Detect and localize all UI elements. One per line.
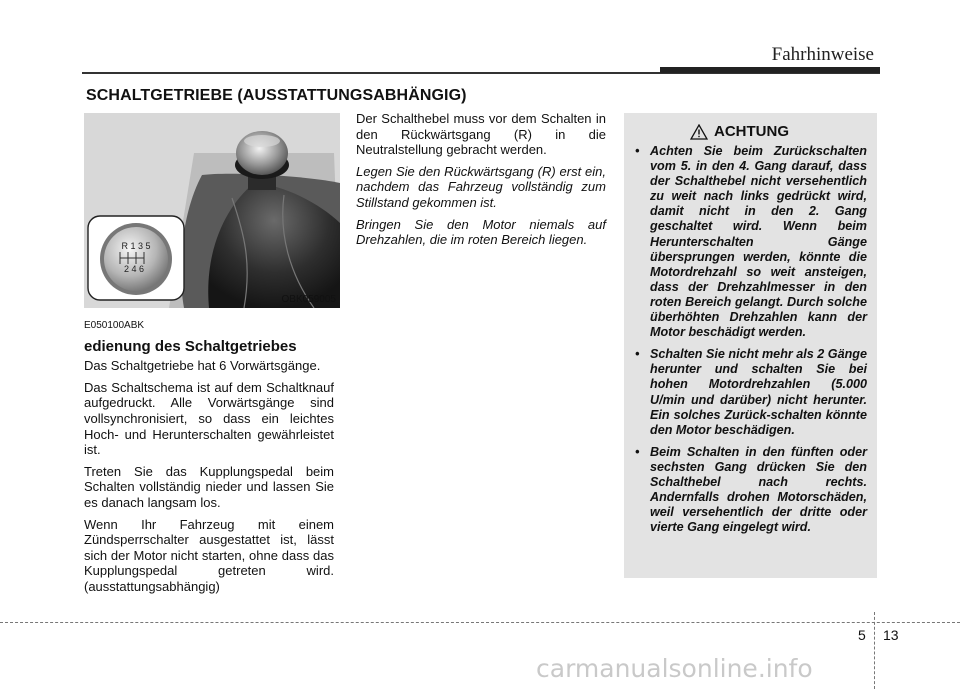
gear-shift-illustration [84,113,340,308]
paragraph: Das Schaltgetriebe hat 6 Vorwärtsgänge. [84,358,321,374]
page-number: 13 [883,627,899,643]
page-number-divider [874,612,875,689]
paragraph: Treten Sie das Kupplungspedal beim Schalten vollständig nieder und lassen Sie es danach langsam los. [84,463,334,510]
footer-rule [0,622,960,623]
main-text-column [84,318,334,601]
warning-triangle-icon [690,124,708,140]
shift-pattern-top: R 1 3 5 [121,241,151,251]
warning-box [624,113,877,578]
italic-note: Bringen Sie den Motor niemals auf Drehzahlen, die im roten Bereich liegen. [356,216,606,248]
watermark: carmanualsonline.info [536,654,813,683]
section-code: E050100ABK [84,320,145,331]
paragraph: Der Schalthebel muss vor dem Schalten in den Rückwärtsgang (R) in die Neutralstellung gebracht werden. [356,111,606,158]
section-title: SCHALTGETRIEBE (AUSSTATTUNGSABHÄNGIG) [86,87,467,104]
chapter-number: 5 [858,627,866,643]
header-rule-accent [660,67,880,73]
warning-item: • Achten Sie beim Zurückschalten vom 5. in den 4. Gang darauf, dass der Schalthebel nicht versehentlich zu weit nach links gedrückt wird, damit nicht in den 2. Gang geschaltet wird. Wenn beim Herunterschalten Gänge übersprungen werden, könnte die Motordrehzahl so weit ansteigen, dass der Drehzahlmesser in den roten Bereich gelangt. Durch solche überhöhten Drehzahlen kann der Motor beschädigt werden. [635,144,867,340]
warning-item: • Schalten Sie nicht mehr als 2 Gänge herunter und schalten Sie bei hohen Motordrehzahlen (5.000 U/min und darüber) nicht herunter. Ein solches Zurück-schalten könnte den Motor beschädigen. [635,347,867,437]
warning-header [632,123,867,140]
subsection-heading: edienung des Schaltgetriebes [84,337,297,355]
header-title: Fahrhinweise [771,44,874,65]
figure-code: OBK059005 [281,294,336,305]
second-text-column [356,111,606,254]
warning-item: • Beim Schalten in den fünften oder sechsten Gang drücken Sie den Schalthebel nach rechts. Andernfalls drohen Motorschäden, weil versehentlich der dritte oder vierte Gang eingelegt wird. [635,444,867,535]
paragraph: Wenn Ihr Fahrzeug mit einem Zündsperrschalter ausgestattet ist, lässt sich der Motor nicht starten, ohne dass das Kupplungspedal getreten wird. (ausstattungsabhängig) [84,516,334,594]
gear-shift-figure [84,113,340,308]
shift-pattern-bottom: 2 4 6 [123,264,145,274]
warning-title: ACHTUNG [714,123,789,140]
italic-note: Legen Sie den Rückwärtsgang (R) erst ein, nachdem das Fahrzeug vollständig zum Stillstand gekommen ist. [356,163,606,210]
paragraph: Das Schaltschema ist auf dem Schaltknauf aufgedruckt. Alle Vorwärtsgänge sind vollsynchronisiert, so dass ein leichtes Hoch- und Herunterschalten gewährleistet ist. [84,379,334,458]
